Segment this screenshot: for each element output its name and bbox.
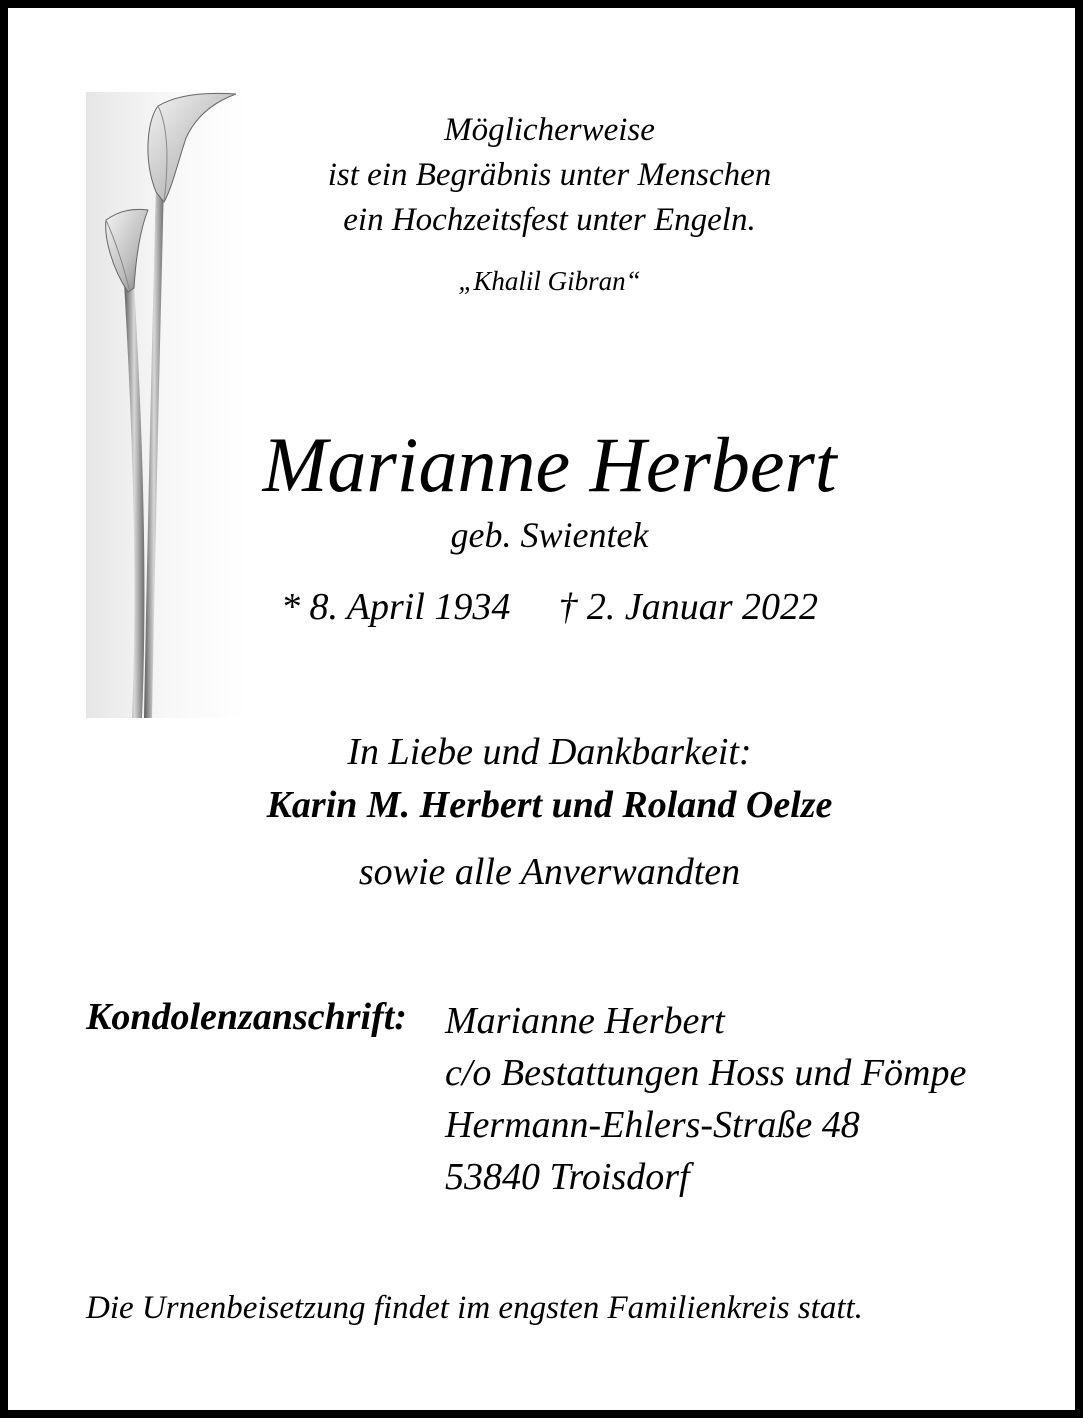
condolence-label: Kondolenzanschrift:: [86, 996, 407, 1038]
quote-line: ist ein Begräbnis unter Menschen: [327, 157, 772, 193]
footer-note: Die Urnenbeisetzung findet im engsten Familienkreis statt.: [86, 1290, 863, 1326]
address-line: 53840 Troisdorf: [445, 1156, 690, 1198]
address-line: c/o Bestattungen Hoss und Fömpe: [445, 1052, 967, 1094]
quote-author: „Khalil Gibran“: [458, 266, 641, 296]
address-line: Hermann-Ehlers-Straße 48: [445, 1104, 860, 1146]
mourners-others: sowie alle Anverwandten: [358, 851, 741, 893]
death-date: † 2. Januar 2022: [558, 586, 819, 628]
condolence-address: [445, 995, 966, 1203]
maiden-name: geb. Swientek: [450, 515, 649, 555]
mourners-intro: In Liebe und Dankbarkeit:: [347, 731, 752, 773]
quote-line: Möglicherweise: [444, 112, 655, 148]
quote-block: [8, 108, 1083, 243]
life-dates: [8, 585, 1083, 629]
deceased-name: Marianne Herbert: [262, 421, 837, 508]
quote-line: ein Hochzeitsfest unter Engeln.: [343, 202, 756, 238]
mourners-names: Karin M. Herbert und Roland Oelze: [266, 784, 833, 826]
birth-date: * 8. April 1934: [280, 586, 511, 628]
address-line: Marianne Herbert: [445, 1000, 725, 1042]
